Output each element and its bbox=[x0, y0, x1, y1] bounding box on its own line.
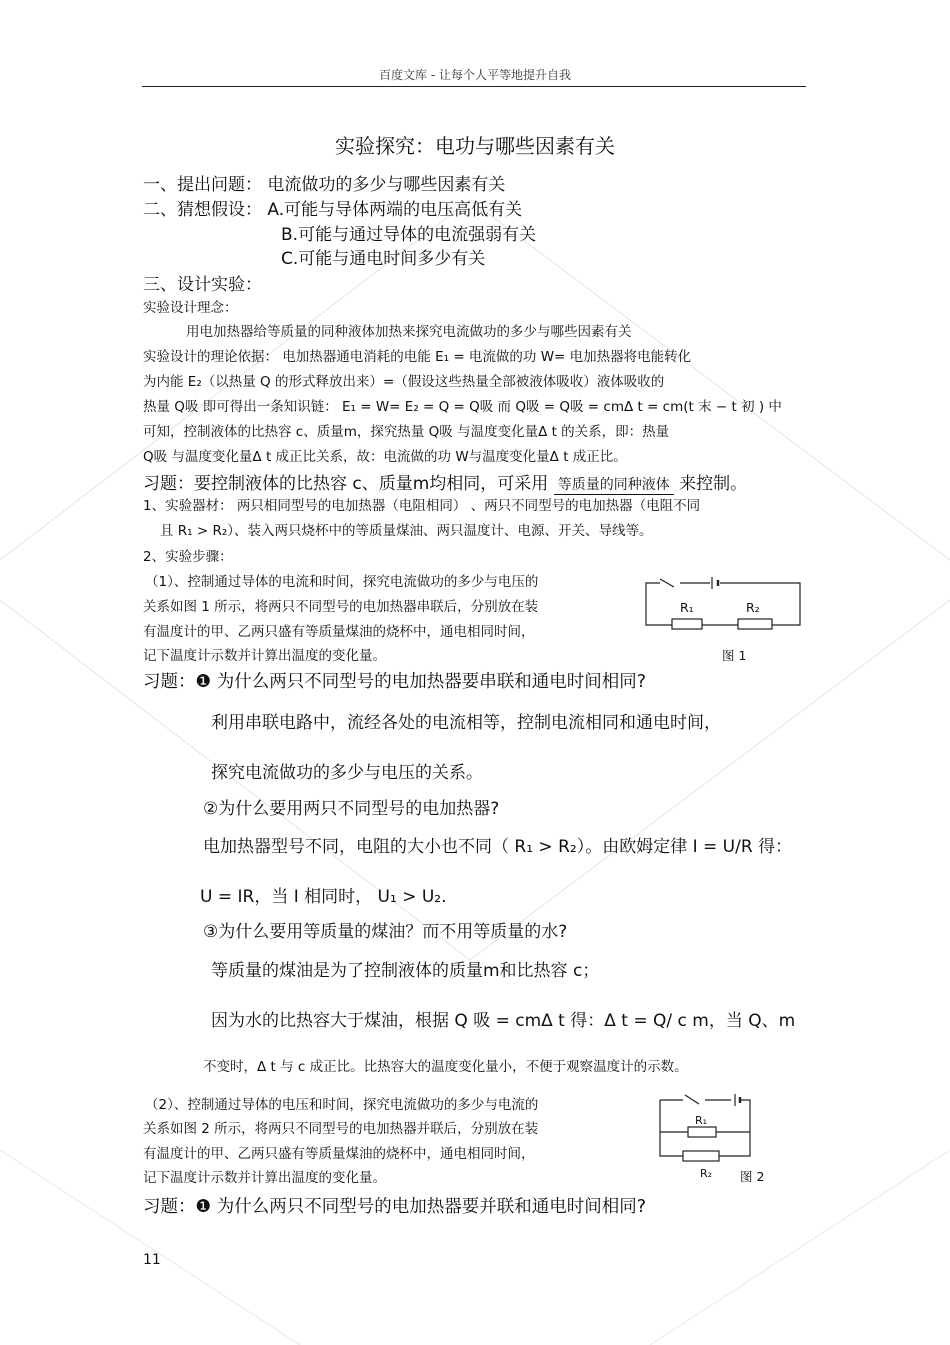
materials-line-2: 且 R₁ > R₂）、装入两只烧杯中的等质量煤油、两只温度计、电源、开关、导线等。 bbox=[160, 523, 653, 539]
exercise-2: 习题：❶ 为什么两只不同型号的电加热器要串联和通电时间相同? bbox=[143, 672, 647, 692]
exercise-1 bbox=[143, 469, 747, 495]
hypothesis-c: C.可能与通电时间多少有关 bbox=[281, 249, 486, 269]
figure-1-caption: 图 1 bbox=[722, 648, 747, 663]
section-design: 三、设计实验： bbox=[143, 275, 262, 295]
design-concept-label: 实验设计理念： bbox=[143, 300, 238, 316]
answer-question-2: ②为什么要用两只不同型号的电加热器? bbox=[203, 799, 500, 819]
theory-line-3: 热量 Q吸 即可得出一条知识链： E₁ = W= E₂ = Q = Q吸 而 Q吸 = Q吸 = cmΔ t = cm(t 末 − t 初 ) 中 bbox=[143, 399, 782, 415]
fig1-r2-label: R₂ bbox=[746, 600, 760, 615]
steps-label: 2、实验步骤： bbox=[143, 549, 233, 565]
theory-line-2: 为内能 E₂（以热量 Q 的形式释放出来）=（假设这些热量全部被液体吸收）液体吸收的 bbox=[143, 374, 665, 390]
exercise-1-answer: 等质量的同种液体 bbox=[554, 474, 674, 495]
section-question: 一、提出问题： 电流做功的多少与哪些因素有关 bbox=[143, 175, 506, 195]
answer-line-1: 利用串联电路中，流经各处的电流相等，控制电流相同和通电时间， bbox=[211, 713, 721, 733]
exercise-3: 习题：❶ 为什么两只不同型号的电加热器要并联和通电时间相同? bbox=[143, 1197, 647, 1217]
answer-line-4: U = IR，当 I 相同时， U₁ > U₂. bbox=[200, 887, 447, 907]
step1-line-1: （1）、控制通过导体的电流和时间，探究电流做功的多少与电压的 bbox=[145, 574, 539, 590]
design-concept-text: 用电加热器给等质量的同种液体加热来探究电流做功的多少与哪些因素有关 bbox=[186, 324, 632, 340]
exercise-1-pre: 习题：要控制液体的比热容 c、质量m均相同，可采用 bbox=[143, 474, 549, 494]
fig2-r1-label: R₁ bbox=[695, 1114, 708, 1127]
figure-2-caption: 图 2 bbox=[740, 1169, 765, 1184]
step1-line-4: 记下温度计示数并计算出温度的变化量。 bbox=[143, 648, 386, 664]
page-header: 百度文库 - 让每个人平等地提升自我 bbox=[379, 68, 571, 82]
answer-line-7: 不变时，Δ t 与 c 成正比。比热容大的温度变化量小，不便于观察温度计的示数。 bbox=[203, 1059, 688, 1075]
theory-line-5: Q吸 与温度变化量Δ t 成正比关系，故：电流做的功 W与温度变化量Δ t 成正比。 bbox=[143, 449, 627, 465]
step1-line-3: 有温度计的甲、乙两只盛有等质量煤油的烧杯中，通电相同时间， bbox=[143, 624, 535, 640]
fig1-r1-label: R₁ bbox=[680, 600, 694, 615]
step2-line-2: 关系如图 2 所示，将两只不同型号的电加热器并联后，分别放在装 bbox=[143, 1121, 539, 1137]
answer-line-5: 等质量的煤油是为了控制液体的质量m和比热容 c； bbox=[211, 961, 600, 981]
step1-line-2: 关系如图 1 所示，将两只不同型号的电加热器串联后，分别放在装 bbox=[143, 599, 539, 615]
theory-line-4: 可知，控制液体的比热容 c、质量m，探究热量 Q吸 与温度变化量Δ t 的关系，即：热量 bbox=[143, 424, 670, 440]
page-number: 11 bbox=[143, 1252, 161, 1268]
fig2-r2-label: R₂ bbox=[700, 1167, 713, 1180]
step2-line-1: （2）、控制通过导体的电压和时间，探究电流做功的多少与电流的 bbox=[145, 1097, 539, 1113]
materials-line-1: 1、实验器材： 两只相同型号的电加热器（电阻相同） 、两只不同型号的电加热器（电阻不同 bbox=[143, 498, 701, 514]
step2-line-3: 有温度计的甲、乙两只盛有等质量煤油的烧杯中，通电相同时间， bbox=[143, 1146, 535, 1162]
answer-line-6: 因为水的比热容大于煤油，根据 Q 吸 = cmΔ t 得：Δ t = Q/ c m，当 Q、m bbox=[211, 1011, 796, 1031]
answer-line-3: 电加热器型号不同，电阻的大小也不同（ R₁ > R₂）。由欧姆定律 I = U/R 得： bbox=[203, 837, 793, 857]
step2-line-4: 记下温度计示数并计算出温度的变化量。 bbox=[143, 1170, 386, 1186]
theory-line-1: 实验设计的理论依据： 电加热器通电消耗的电能 E₁ = 电流做的功 W= 电加热器将电能转化 bbox=[143, 349, 692, 365]
hypothesis-b: B.可能与通过导体的电流强弱有关 bbox=[281, 225, 537, 245]
answer-line-2: 探究电流做功的多少与电压的关系。 bbox=[211, 763, 483, 783]
answer-question-3: ③为什么要用等质量的煤油？而不用等质量的水? bbox=[203, 922, 568, 942]
header-rule bbox=[142, 86, 806, 87]
hypothesis-a: 二、猜想假设： A.可能与导体两端的电压高低有关 bbox=[143, 200, 523, 220]
document-title: 实验探究：电功与哪些因素有关 bbox=[335, 134, 615, 158]
exercise-1-post: 来控制。 bbox=[679, 474, 748, 494]
